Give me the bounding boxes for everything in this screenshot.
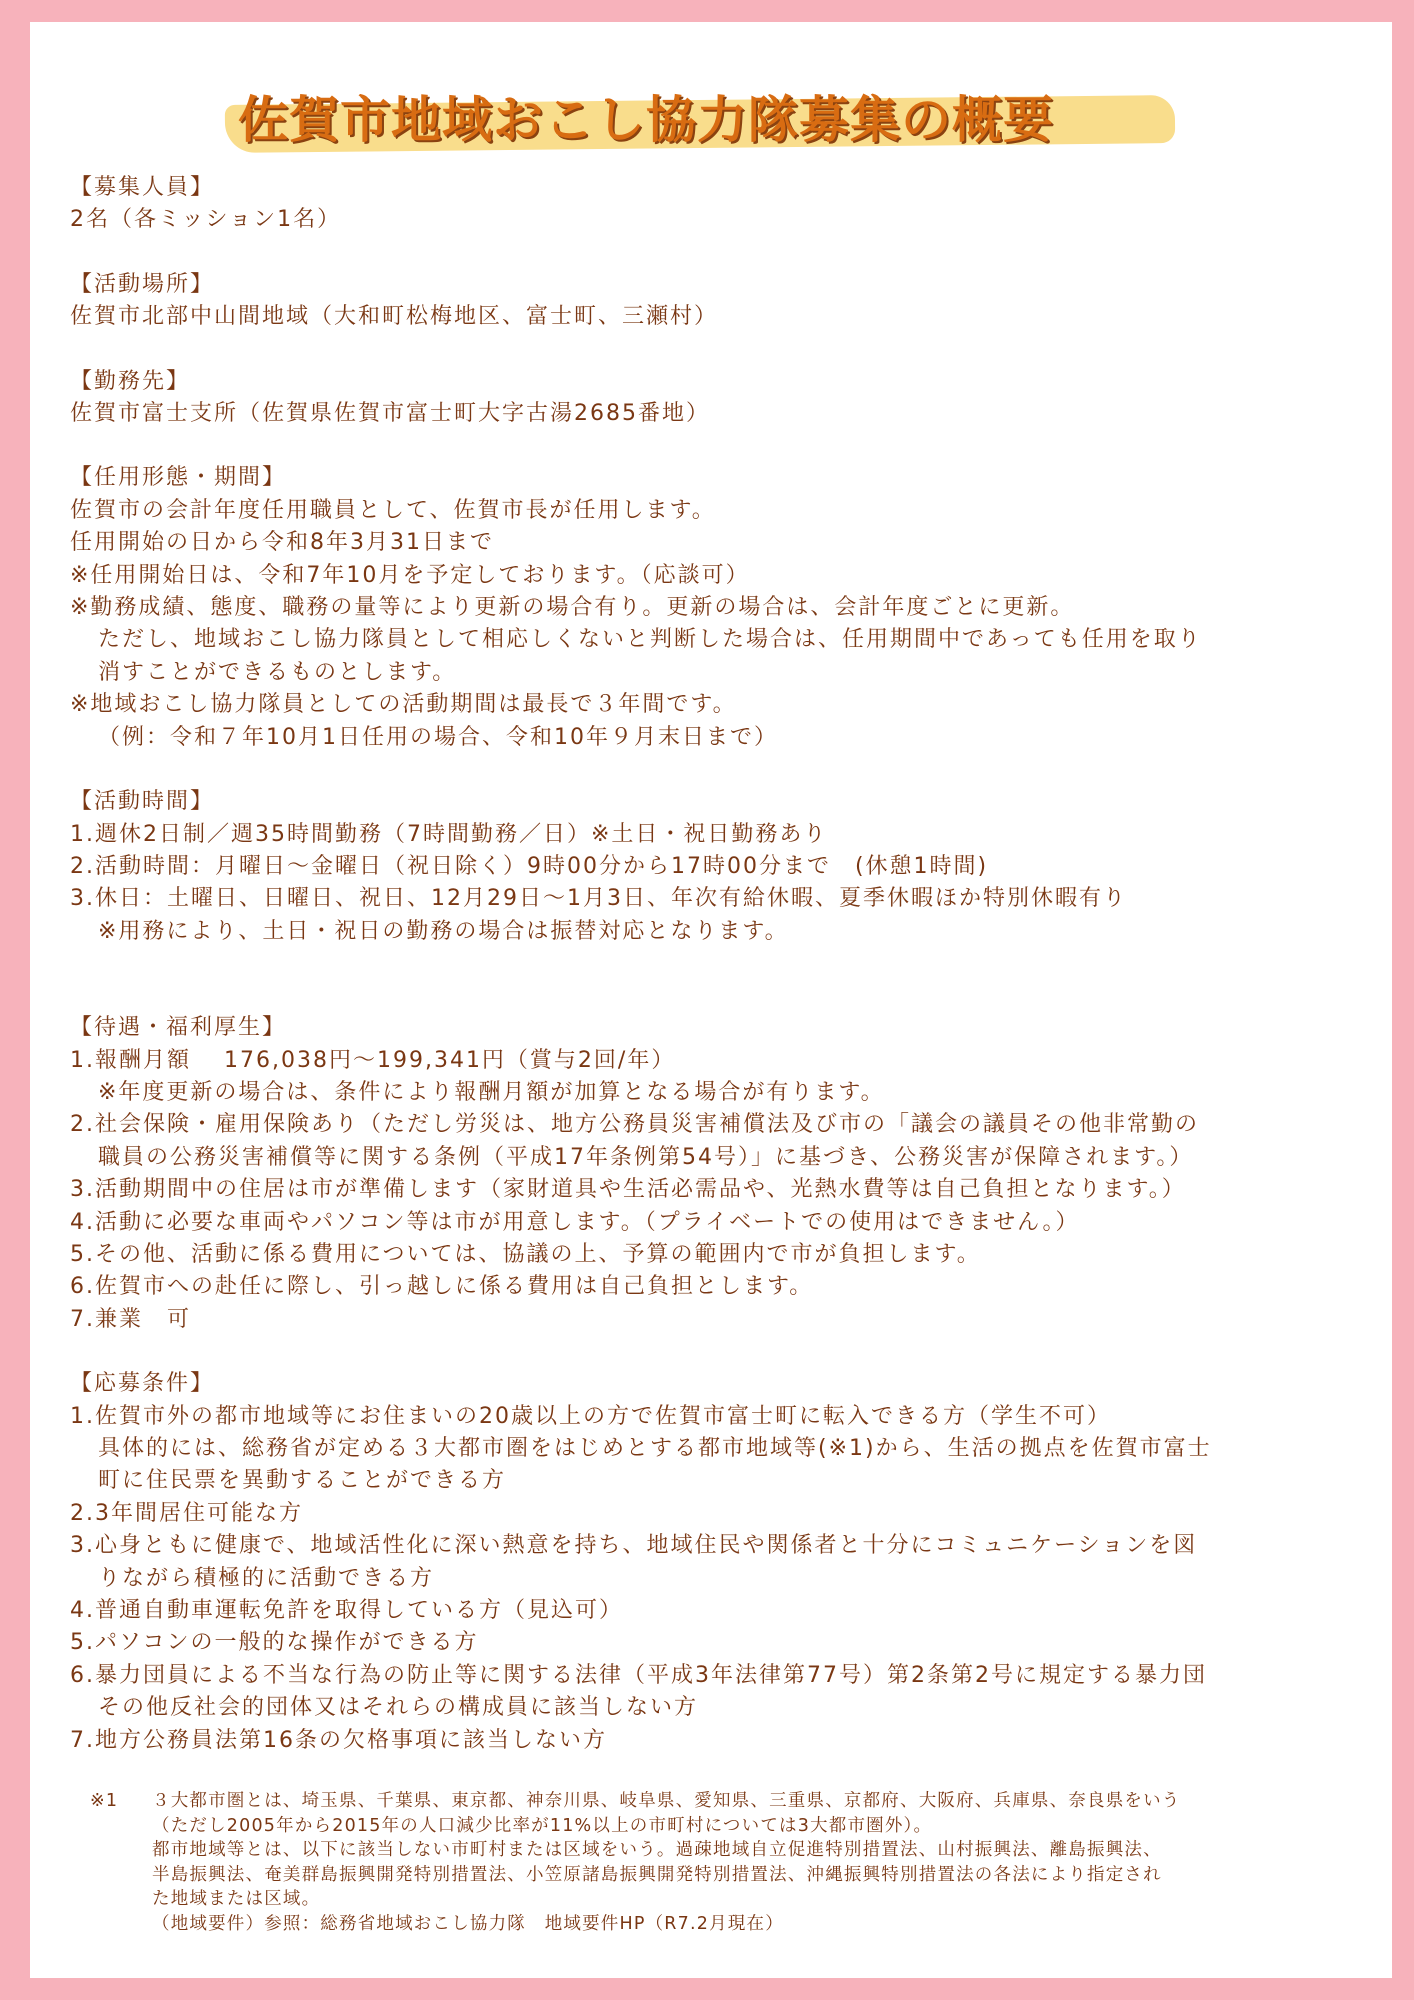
list-item: 3.活動期間中の住居は市が準備します（家財道具や生活必需品や、光熱水費等は自己負担となります。） (70, 1177, 1186, 1203)
document-page (30, 22, 1392, 1978)
list-item: りながら積極的に活動できる方 (98, 1565, 435, 1591)
text-line: 消すことができるものとします。 (98, 659, 457, 685)
text-line: 佐賀市の会計年度任用職員として、佐賀市長が任用します。 (70, 497, 716, 523)
section-heading: 【応募条件】 (70, 1371, 215, 1397)
list-item: 4.活動に必要な車両やパソコン等は市が用意します。（プライベートでの使用はできません。） (70, 1209, 1080, 1235)
footnote-line: た地域または区域。 (152, 1889, 321, 1910)
section-hours (70, 786, 1392, 948)
section-office (70, 366, 1392, 431)
footnote-line: （地域要件）参照：総務省地域おこし協力隊 地域要件HP（R7.2月現在） (152, 1913, 784, 1934)
text-line: （例：令和７年10月1日任用の場合、令和10年９月末日まで） (98, 724, 778, 750)
list-item: 1.週休2日制／週35時間勤務（7時間勤務／日）※土日・祝日勤務あり (70, 821, 828, 847)
section-recruit (70, 172, 1392, 237)
page-title: 佐賀市地域おこし協力隊募集の概要 (238, 91, 1054, 149)
list-item: 5.その他、活動に係る費用については、協議の上、予算の範囲内で市が負担します。 (70, 1241, 981, 1267)
footnote-row (70, 1789, 1392, 1936)
section-heading: 【活動場所】 (70, 271, 215, 297)
list-item: 具体的には、総務省が定める３大都市圏をはじめとする都市地域等(※1)から、生活の拠点を佐賀市富士 (98, 1436, 1212, 1461)
list-item: 町に住民票を異動することができる方 (98, 1468, 507, 1494)
footnote-mark: ※1 (90, 1791, 119, 1812)
list-item: 職員の公務災害補償等に関する条例（平成17年条例第54号）」に基づき、公務災害が保障されます。） (98, 1144, 1194, 1170)
footnote (70, 1789, 1392, 1936)
list-item: 2.社会保険・雇用保険あり（ただし労災は、地方公務員災害補償法及び市の「議会の議員その他非常勤の (70, 1112, 1199, 1138)
footnote-body (152, 1789, 1392, 1936)
list-item: その他反社会的団体又はそれらの構成員に該当しない方 (98, 1695, 699, 1721)
footnote-line: ３大都市圏とは、埼玉県、千葉県、東京都、神奈川県、岐阜県、愛知県、三重県、京都府、大阪府、兵庫県、奈良県をいう (152, 1791, 1181, 1812)
text-line: 佐賀市北部中山間地域（大和町松梅地区、富士町、三瀬村） (70, 304, 719, 330)
list-item: 7.地方公務員法第16条の欠格事項に該当しない方 (70, 1727, 607, 1753)
list-item: 6.暴力団員による不当な行為の防止等に関する法律（平成3年法律第77号）第2条第2号に規定する暴力団 (70, 1662, 1207, 1688)
list-item: 6.佐賀市への赴任に際し、引っ越しに係る費用は自己負担とします。 (70, 1274, 814, 1300)
list-item: 4.普通自動車運転免許を取得している方（見込可） (70, 1598, 623, 1624)
document-body (70, 172, 1392, 1936)
text-line: 任用開始の日から令和8年3月31日まで (70, 530, 494, 556)
list-item: 2.活動時間：月曜日～金曜日（祝日除く）9時00分から17時00分まで (休憩1時間) (70, 853, 989, 879)
footnote-line: 半島振興法、奄美群島振興開発特別措置法、小笠原諸島振興開発特別措置法、沖縄振興特別措置法の各法により指定され (152, 1864, 1162, 1885)
footnote-line: （ただし2005年から2015年の人口減少比率が11%以上の市町村については3大都市圏外）。 (152, 1815, 933, 1836)
section-benefits (70, 1012, 1392, 1336)
list-item: 3.心身ともに健康で、地域活性化に深い熱意を持ち、地域住民や関係者と十分にコミュニケーションを図 (70, 1533, 1198, 1559)
section-heading: 【任用形態・期間】 (70, 465, 287, 491)
list-item: 1.佐賀市外の都市地域等にお住まいの20歳以上の方で佐賀市富士町に転入できる方（学生不可） (70, 1403, 1111, 1429)
list-item: 7.兼業 可 (70, 1306, 191, 1332)
title-area (70, 22, 1392, 172)
section-heading: 【活動時間】 (70, 789, 215, 815)
section-heading: 【募集人員】 (70, 175, 215, 200)
list-item: ※用務により、土日・祝日の勤務の場合は振替対応となります。 (98, 918, 789, 944)
text-line: ※地域おこし協力隊員としての活動期間は最長で３年間です。 (70, 692, 737, 718)
section-conditions (70, 1368, 1392, 1757)
section-heading: 【勤務先】 (70, 368, 191, 394)
text-line: 佐賀市富士支所（佐賀県佐賀市富士町大字古湯2685番地） (70, 401, 710, 427)
list-item: 3.休日：土曜日、日曜日、祝日、12月29日～1月3日、年次有給休暇、夏季休暇ほか特別休暇有り (70, 886, 1127, 912)
list-item: ※年度更新の場合は、条件により報酬月額が加算となる場合が有ります。 (98, 1079, 885, 1105)
list-item: 5.パソコンの一般的な操作ができる方 (70, 1630, 479, 1656)
text-line: 2名（各ミッション1名） (70, 207, 342, 233)
section-heading: 【待遇・福利厚生】 (70, 1015, 287, 1041)
section-place (70, 269, 1392, 334)
text-line: ただし、地域おこし協力隊員として相応しくないと判断した場合は、任用期間中であっても任用を取り (98, 627, 1202, 653)
list-item: 1.報酬月額 176,038円～199,341円（賞与2回/年） (70, 1047, 676, 1073)
text-line: ※勤務成績、態度、職務の量等により更新の場合有り。更新の場合は、会計年度ごとに更新。 (70, 595, 1075, 621)
text-line: ※任用開始日は、令和7年10月を予定しております。（応談可） (70, 562, 750, 588)
list-item: 2.3年間居住可能な方 (70, 1500, 303, 1526)
footnote-line: 都市地域等とは、以下に該当しない市町村または区域をいう。過疎地域自立促進特別措置法、山村振興法、離島振興法、 (152, 1840, 1162, 1861)
section-employment (70, 462, 1392, 754)
